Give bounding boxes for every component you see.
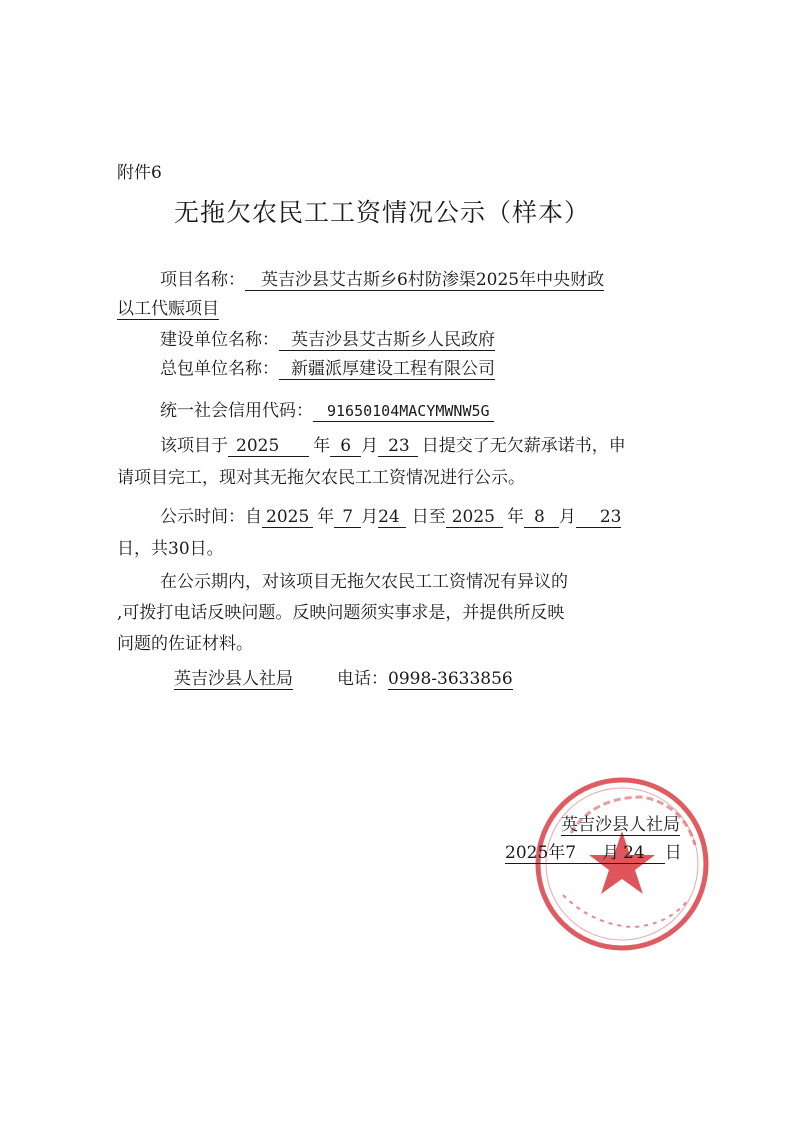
month-char: 月 xyxy=(361,436,379,456)
credit-code-value: 91650104MACYMWNW5G xyxy=(313,401,494,422)
objection-line2: ,可拨打电话反映问题。反映问题须实事求是，并提供所反映 xyxy=(117,603,565,623)
builder-row xyxy=(160,328,495,352)
commitment-day: 23 xyxy=(378,436,418,457)
attachment-label: 附件6 xyxy=(117,163,162,183)
project-label: 项目名称： xyxy=(160,270,245,290)
signature-year: 2025 xyxy=(505,843,549,863)
year-char: 年 xyxy=(507,507,524,527)
project-row xyxy=(160,268,604,292)
contact-row xyxy=(174,667,513,691)
builder-value: 英吉沙县艾古斯乡人民政府 xyxy=(279,330,495,351)
month-char: 月 xyxy=(361,507,379,527)
year-char: 年 xyxy=(548,843,566,863)
commitment-month: 6 xyxy=(330,436,361,457)
period-to-year: 2025 xyxy=(446,507,503,528)
signature-day: 24 xyxy=(619,843,665,864)
period-from-year: 2025 xyxy=(262,507,313,528)
contact-org: 英吉沙县人社局 xyxy=(174,669,293,689)
year-char: 年 xyxy=(317,507,335,527)
commitment-text-2: 日提交了无欠薪承诺书，申 xyxy=(421,436,626,456)
period-from-month: 7 xyxy=(334,507,361,528)
period-line1 xyxy=(160,505,621,529)
commitment-year: 2025 xyxy=(228,436,309,457)
month-char: 月 xyxy=(558,507,576,527)
builder-label: 建设单位名称： xyxy=(160,330,279,350)
period-to-month: 8 xyxy=(524,507,559,528)
signature-month: 7 xyxy=(565,843,602,864)
phone-label: 电话： xyxy=(337,669,388,689)
period-label: 公示时间：自 xyxy=(160,507,262,527)
commitment-line1 xyxy=(160,434,626,458)
contractor-value: 新疆派厚建设工程有限公司 xyxy=(279,359,495,380)
commitment-line2: 请项目完工，现对其无拖欠农民工工资情况进行公示。 xyxy=(117,468,525,488)
document-title: 无拖欠农民工工资情况公示（样本） xyxy=(174,198,591,227)
contractor-label: 总包单位名称： xyxy=(160,359,279,379)
signature-org: 英吉沙县人社局 xyxy=(561,815,680,835)
credit-code-label: 统一社会信用代码： xyxy=(160,401,313,421)
credit-code-row xyxy=(160,399,494,423)
project-value-line2: 以工代赈项目 xyxy=(117,299,219,319)
to-text: 日至 xyxy=(411,507,446,527)
period-from-day: 24 xyxy=(378,507,406,528)
year-char: 年 xyxy=(313,436,331,456)
day-char: 日 xyxy=(664,843,682,863)
contractor-row xyxy=(160,357,495,381)
phone-number: 0998-3633856 xyxy=(388,669,513,689)
objection-line1: 在公示期内，对该项目无拖欠农民工工资情况有异议的 xyxy=(160,572,568,592)
period-line2: 日，共30日。 xyxy=(117,539,224,559)
period-to-day: 23 xyxy=(576,507,622,528)
objection-line3: 问题的佐证材料。 xyxy=(117,634,253,654)
project-value-line1: 英吉沙县艾古斯乡6村防渗渠2025年中央财政 xyxy=(245,270,604,291)
commitment-text: 该项目于 xyxy=(160,436,228,456)
month-char: 月 xyxy=(602,843,620,863)
signature-date xyxy=(505,841,682,865)
